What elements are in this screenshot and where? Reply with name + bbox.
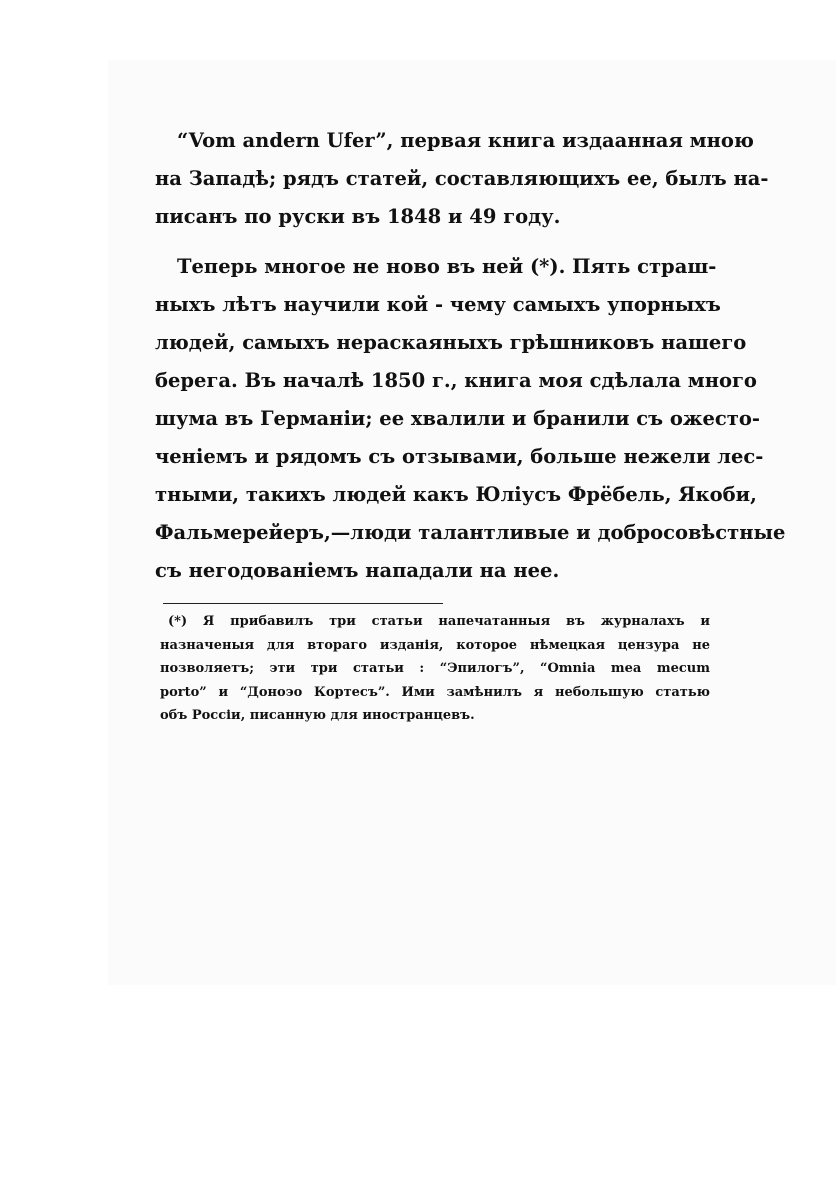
text-line: на Западѣ; рядъ статей, составляющихъ ее, былъ на- xyxy=(155,167,769,190)
paragraph-2 xyxy=(155,248,786,590)
footnote-line: (*) Я прибавилъ три статьи напечатанныя въ журналахъ и xyxy=(168,614,710,629)
text-line: людей, самыхъ нераскаяныхъ грѣшниковъ нашего xyxy=(155,331,747,354)
paragraph-1 xyxy=(155,122,769,236)
main-text xyxy=(155,122,786,602)
text-line: писанъ по руски въ 1848 и 49 году. xyxy=(155,205,561,228)
text-line: ныхъ лѣтъ научили кой - чему самыхъ упорныхъ xyxy=(155,293,721,316)
text-line: ченіемъ и рядомъ съ отзывами, больше нежели лес- xyxy=(155,445,764,468)
text-line: “Vom andern Ufer”, первая книга издаанная мною xyxy=(177,129,754,152)
footnote-divider xyxy=(163,603,443,604)
footnote-line: объ Россіи, писанную для иностранцевъ. xyxy=(160,708,475,723)
text-line: берега. Въ началѣ 1850 г., книга моя сдѣлала много xyxy=(155,369,757,392)
text-line: Теперь многое не ново въ ней (*). Пять страш- xyxy=(177,255,717,278)
footnote-line: позволяетъ; эти три статьи : “Эпилогъ”, “Omnia mea mecum xyxy=(160,661,710,676)
text-line: тными, такихъ людей какъ Юліусъ Фрёбель, Якоби, xyxy=(155,483,757,506)
footnote-line: назначеныя для втораго изданія, которое нѣмецкая цензура не xyxy=(160,637,710,653)
footnote-line: porto” и “Доноэо Кортесъ”. Ими замѣнилъ я небольшую статью xyxy=(160,684,710,700)
text-line: шума въ Германіи; ее хвалили и бранили съ ожесто- xyxy=(155,407,760,430)
footnote xyxy=(160,610,710,728)
text-line: Фальмерейеръ,—люди талантливые и добросовѣстные xyxy=(155,521,786,544)
text-line: съ негодованіемъ нападали на нее. xyxy=(155,559,560,582)
